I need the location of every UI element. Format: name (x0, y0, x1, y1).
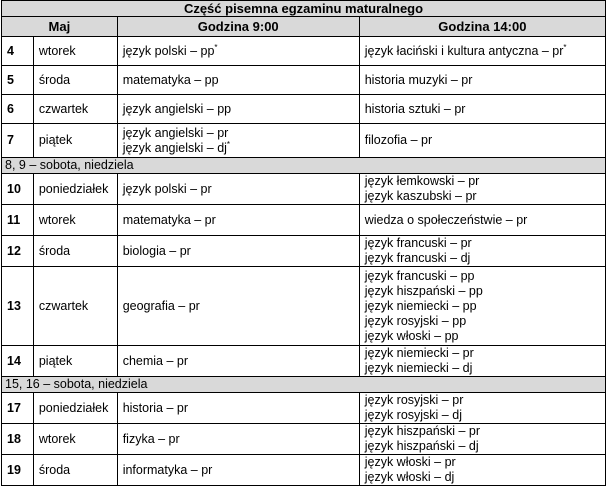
exam-label: język francuski – pp (364, 268, 475, 283)
exam-entry (123, 244, 354, 259)
weekday: poniedziałek (33, 393, 117, 424)
exam-label: język kaszubski – pr (364, 189, 477, 203)
morning-exams (117, 455, 359, 486)
afternoon-header: Godzina 14:00 (359, 17, 605, 37)
exam-entry (123, 401, 354, 416)
exam-entry (365, 73, 600, 88)
exam-label: język niemiecki – pp (364, 298, 477, 313)
day-number: 18 (2, 424, 34, 455)
exam-entry (365, 329, 600, 344)
exam-label: język włoski – pr (364, 455, 456, 469)
weekend-label: 15, 16 – sobota, niedziela (2, 377, 606, 393)
exam-entry (123, 299, 354, 314)
exam-label: język łemkowski – pr (364, 174, 480, 188)
exam-entry (365, 174, 600, 189)
exam-entry (365, 314, 600, 329)
table-row (2, 393, 606, 424)
exam-entry (123, 432, 354, 447)
exam-entry (123, 354, 354, 369)
exam-label: historia sztuki – pr (364, 101, 466, 116)
exam-entry (365, 439, 600, 454)
exam-label: język angielski – dj (122, 140, 227, 155)
exam-entry (365, 189, 600, 204)
table-row (2, 205, 606, 236)
exam-entry (365, 269, 600, 284)
morning-exams (117, 205, 359, 236)
morning-exams (117, 346, 359, 377)
day-number: 5 (2, 66, 34, 95)
footnote-mark: * (214, 42, 218, 52)
weekday: środa (33, 66, 117, 95)
weekday: środa (33, 236, 117, 267)
day-number: 17 (2, 393, 34, 424)
exam-label: język francuski – dj (364, 251, 471, 265)
exam-label: język włoski – dj (364, 470, 455, 484)
exam-label: język hiszpański – dj (364, 439, 479, 453)
table-title: Część pisemna egzaminu maturalnego (2, 1, 606, 17)
exam-entry (123, 73, 354, 88)
exam-label: geografia – pr (122, 298, 200, 313)
exam-label: chemia – pr (122, 353, 189, 368)
exam-label: język włoski – pp (364, 328, 459, 343)
exam-entry (365, 455, 600, 470)
afternoon-exams (359, 455, 605, 486)
afternoon-exams (359, 174, 605, 205)
table-row (2, 424, 606, 455)
weekend-row (2, 377, 606, 393)
exam-entry (365, 393, 600, 408)
table-row (2, 236, 606, 267)
exam-label: filozofia – pr (364, 133, 433, 147)
exam-entry (365, 408, 600, 423)
table-row (2, 174, 606, 205)
exam-entry (365, 213, 600, 228)
exam-entry (365, 361, 600, 376)
table-row (2, 37, 606, 66)
exam-schedule-table (1, 0, 606, 486)
schedule-body (2, 37, 606, 486)
exam-label: wiedza o społeczeństwie – pr (364, 212, 528, 227)
exam-label: język hiszpański – pr (364, 424, 481, 438)
exam-label: informatyka – pr (122, 462, 213, 477)
table-title-row (2, 1, 606, 17)
morning-exams (117, 393, 359, 424)
month-header: Maj (2, 17, 118, 37)
morning-exams (117, 124, 359, 158)
exam-entry (365, 102, 600, 117)
morning-exams (117, 236, 359, 267)
exam-label: fizyka – pr (122, 431, 180, 446)
day-number: 13 (2, 267, 34, 346)
table-row (2, 95, 606, 124)
afternoon-exams (359, 267, 605, 346)
exam-label: język polski – pp (122, 43, 215, 58)
weekday: piątek (33, 346, 117, 377)
morning-header: Godzina 9:00 (117, 17, 359, 37)
morning-exams (117, 424, 359, 455)
exam-label: biologia – pr (122, 243, 191, 258)
exam-label: matematyka – pp (122, 72, 219, 87)
afternoon-exams (359, 393, 605, 424)
exam-entry (365, 284, 600, 299)
exam-entry (365, 346, 600, 361)
morning-exams (117, 95, 359, 124)
afternoon-exams (359, 346, 605, 377)
exam-label: język francuski – pr (364, 236, 472, 250)
exam-label: matematyka – pr (122, 212, 216, 227)
exam-label: język rosyjski – pp (364, 313, 467, 328)
table-row (2, 66, 606, 95)
weekday: wtorek (33, 37, 117, 66)
weekday: wtorek (33, 205, 117, 236)
day-number: 12 (2, 236, 34, 267)
morning-exams (117, 66, 359, 95)
exam-entry (123, 182, 354, 197)
afternoon-exams (359, 424, 605, 455)
table-row (2, 455, 606, 486)
weekday: wtorek (33, 424, 117, 455)
day-number: 19 (2, 455, 34, 486)
afternoon-exams (359, 66, 605, 95)
exam-entry (365, 236, 600, 251)
weekday: czwartek (33, 95, 117, 124)
exam-label: język angielski – pr (122, 125, 229, 140)
exam-entry (123, 44, 354, 59)
afternoon-exams (359, 95, 605, 124)
afternoon-exams (359, 124, 605, 158)
exam-entry (365, 299, 600, 314)
day-number: 11 (2, 205, 34, 236)
exam-entry (123, 102, 354, 117)
exam-label: język hiszpański – pp (364, 283, 483, 298)
day-number: 10 (2, 174, 34, 205)
weekday: czwartek (33, 267, 117, 346)
day-number: 4 (2, 37, 34, 66)
column-header-row (2, 17, 606, 37)
exam-entry (123, 126, 354, 141)
exam-entry (123, 141, 354, 156)
afternoon-exams (359, 236, 605, 267)
morning-exams (117, 267, 359, 346)
footnote-mark: * (226, 139, 231, 149)
afternoon-exams (359, 205, 605, 236)
exam-label: język angielski – pp (122, 101, 232, 116)
exam-label: język łaciński i kultura antyczna – pr (364, 43, 564, 58)
exam-entry (365, 424, 600, 439)
day-number: 6 (2, 95, 34, 124)
weekend-label: 8, 9 – sobota, niedziela (2, 158, 606, 174)
exam-entry (123, 213, 354, 228)
exam-label: język rosyjski – pr (364, 393, 464, 407)
afternoon-exams (359, 37, 605, 66)
weekday: środa (33, 455, 117, 486)
exam-label: język niemiecki – pr (364, 346, 474, 360)
footnote-mark: * (563, 42, 567, 52)
exam-label: język rosyjski – dj (364, 408, 462, 422)
day-number: 14 (2, 346, 34, 377)
weekday: piątek (33, 124, 117, 158)
weekday: poniedziałek (33, 174, 117, 205)
exam-label: język niemiecki – dj (364, 361, 473, 375)
table-row (2, 124, 606, 158)
exam-label: historia – pr (122, 400, 189, 415)
exam-entry (365, 251, 600, 266)
morning-exams (117, 37, 359, 66)
exam-entry (365, 133, 600, 148)
exam-label: język polski – pr (122, 181, 212, 196)
weekend-row (2, 158, 606, 174)
exam-entry (365, 470, 600, 485)
table-row (2, 346, 606, 377)
table-row (2, 267, 606, 346)
exam-entry (365, 44, 600, 59)
day-number: 7 (2, 124, 34, 158)
morning-exams (117, 174, 359, 205)
exam-label: historia muzyki – pr (364, 72, 473, 87)
exam-entry (123, 463, 354, 478)
